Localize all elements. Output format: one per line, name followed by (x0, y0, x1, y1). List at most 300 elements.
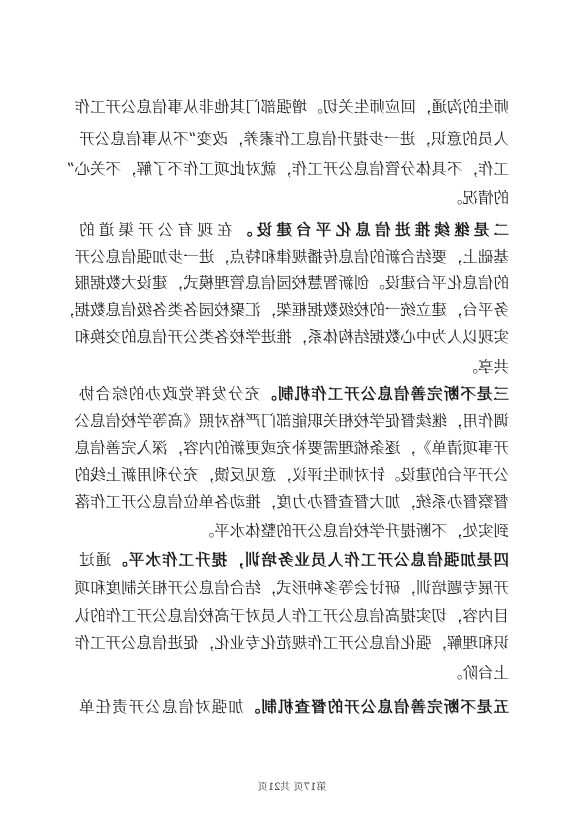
glyph: ， (446, 607, 463, 625)
glyph: 门 (245, 98, 261, 116)
glyph: 信 (178, 698, 195, 716)
text-line (74, 327, 509, 347)
glyph: 员 (311, 550, 327, 569)
glyph: 息 (136, 328, 153, 346)
glyph: 级 (136, 301, 153, 319)
glyph: 务 (277, 550, 294, 569)
text-line (74, 247, 509, 267)
glyph: 和 (260, 248, 277, 266)
glyph: 实 (415, 607, 432, 625)
glyph: 信 (152, 98, 168, 116)
glyph: 步 (368, 130, 384, 148)
glyph: 内 (198, 439, 215, 457)
glyph: 开 (377, 550, 393, 569)
glyph: 作 (74, 634, 91, 652)
text-line (59, 300, 509, 320)
glyph: 完 (427, 697, 443, 716)
glyph: 任 (95, 698, 112, 716)
glyph: 信 (321, 130, 338, 148)
glyph: 不 (167, 160, 184, 178)
glyph: 的 (79, 221, 95, 239)
glyph: 针 (369, 466, 385, 484)
glyph: 换 (90, 328, 106, 346)
text-line (79, 129, 509, 149)
glyph: 度 (105, 579, 122, 597)
glyph: 机 (294, 384, 311, 403)
glyph: ， (400, 579, 416, 597)
glyph: 息 (353, 607, 370, 625)
glyph: 非 (198, 98, 215, 116)
glyph: 渠 (118, 221, 135, 239)
glyph: 二 (493, 220, 509, 239)
glyph: 各 (152, 301, 168, 319)
glyph: ” (66, 160, 75, 178)
glyph: 分 (167, 466, 184, 484)
glyph: 继 (454, 220, 470, 239)
glyph: 于 (229, 607, 246, 625)
glyph: 《 (183, 412, 199, 430)
glyph: 加 (460, 550, 476, 569)
glyph: 是 (476, 384, 493, 403)
text-line (79, 188, 509, 208)
glyph: 其 (229, 98, 246, 116)
glyph: 级 (338, 301, 354, 319)
glyph: 数 (90, 301, 106, 319)
glyph: 合 (95, 385, 112, 403)
glyph: 息 (74, 439, 91, 457)
glyph: 强 (211, 698, 228, 716)
glyph: 对 (245, 160, 261, 178)
glyph: 评 (307, 466, 323, 484)
glyph: 息 (105, 248, 122, 266)
glyph: 作 (183, 160, 199, 178)
glyph: 播 (307, 248, 323, 266)
glyph: 培 (431, 579, 447, 597)
glyph: 结 (353, 328, 370, 346)
glyph: 开 (167, 579, 184, 597)
glyph: 基 (493, 248, 509, 266)
glyph: 开 (105, 98, 122, 116)
glyph: 。 (198, 522, 215, 540)
glyph: 设 (384, 274, 401, 292)
glyph: 水 (145, 550, 161, 569)
glyph: 部 (276, 412, 292, 430)
glyph: 解 (136, 160, 153, 178)
glyph: 校 (353, 522, 370, 540)
glyph: 务 (493, 301, 509, 319)
glyph: 格 (229, 412, 246, 430)
glyph: 不 (446, 160, 463, 178)
glyph: 上 (462, 248, 478, 266)
glyph: ， (415, 98, 432, 116)
glyph: 项 (74, 579, 91, 597)
glyph: 新 (384, 248, 401, 266)
glyph: 督 (462, 493, 478, 511)
glyph: ， (446, 522, 463, 540)
glyph: 等 (152, 412, 168, 430)
glyph: 阶 (462, 664, 478, 682)
glyph: 通 (95, 551, 112, 569)
glyph: 平 (214, 522, 230, 540)
glyph: 设 (400, 466, 416, 484)
glyph: 办 (145, 385, 161, 403)
glyph: 员 (477, 130, 494, 148)
glyph: 继 (431, 412, 447, 430)
glyph: 公 (493, 466, 509, 484)
glyph: ， (260, 493, 277, 511)
glyph: 传 (322, 248, 339, 266)
glyph: 立 (415, 301, 432, 319)
glyph: 人 (446, 328, 463, 346)
glyph: 交 (105, 328, 122, 346)
glyph: 多 (322, 579, 339, 597)
text-line (74, 97, 509, 117)
glyph: 台 (296, 220, 312, 239)
glyph: 息 (136, 634, 153, 652)
glyph: 统 (415, 493, 432, 511)
glyph: 研 (384, 579, 401, 597)
glyph: 管 (229, 274, 246, 292)
glyph: 进 (394, 220, 411, 239)
text-line (66, 159, 509, 179)
glyph: 要 (307, 439, 323, 457)
glyph: 意 (260, 466, 277, 484)
glyph: 化 (214, 634, 230, 652)
glyph: 关 (90, 160, 106, 178)
glyph: 规 (291, 634, 308, 652)
glyph: 体 (415, 160, 432, 178)
text-line (79, 357, 509, 377)
glyph: 强 (415, 634, 432, 652)
glyph: 专 (245, 634, 261, 652)
glyph: 生 (477, 98, 494, 116)
glyph: 公 (94, 130, 111, 148)
glyph: 作 (291, 607, 308, 625)
text-line (79, 663, 509, 683)
glyph: 据 (369, 328, 385, 346)
glyph: 断 (415, 522, 432, 540)
glyph: 督 (353, 493, 370, 511)
glyph: ， (415, 130, 431, 148)
glyph: 息 (152, 493, 168, 511)
glyph: 框 (291, 301, 308, 319)
glyph: 公 (338, 160, 354, 178)
glyph: 作 (105, 607, 122, 625)
glyph: 五 (493, 697, 509, 716)
glyph: 通 (431, 98, 447, 116)
glyph: 查 (294, 697, 311, 716)
glyph: 校 (198, 607, 215, 625)
glyph: 一 (384, 301, 401, 319)
glyph: 高 (214, 607, 230, 625)
glyph: 生 (353, 98, 370, 116)
glyph: 信 (375, 220, 391, 239)
glyph: 公 (360, 384, 377, 403)
text-line (74, 606, 509, 626)
glyph: 关 (136, 579, 153, 597)
glyph: 息 (410, 550, 427, 569)
glyph: ， (276, 466, 292, 484)
glyph: 补 (291, 439, 308, 457)
glyph: 升 (195, 550, 211, 569)
glyph: 不 (431, 522, 447, 540)
glyph: 项 (462, 439, 478, 457)
glyph: 化 (400, 634, 416, 652)
glyph: 讨 (369, 579, 385, 597)
glyph: 校 (353, 301, 370, 319)
glyph: 信 (394, 384, 410, 403)
glyph: 作 (307, 634, 323, 652)
glyph: 开 (493, 439, 509, 457)
glyph: 学 (136, 412, 153, 430)
glyph: 责 (112, 698, 128, 716)
glyph: 从 (157, 130, 173, 148)
glyph: 业 (229, 634, 246, 652)
glyph: 公 (360, 697, 377, 716)
glyph: 管 (384, 160, 401, 178)
glyph: 用 (136, 466, 153, 484)
glyph: 息 (90, 412, 106, 430)
glyph: 信 (384, 634, 401, 652)
glyph: 严 (245, 412, 261, 430)
glyph: 公 (307, 522, 323, 540)
glyph: 对 (214, 412, 230, 430)
glyph: 息 (377, 697, 393, 716)
glyph: 充 (183, 466, 199, 484)
glyph: 的 (369, 301, 385, 319)
glyph: 就 (260, 160, 277, 178)
glyph: 校 (229, 328, 246, 346)
glyph: 协 (79, 385, 95, 403)
glyph: 内 (477, 607, 494, 625)
glyph: ， (400, 493, 416, 511)
glyph: 强 (276, 98, 292, 116)
glyph: 有 (177, 221, 194, 239)
glyph: 园 (198, 301, 215, 319)
text-line (74, 411, 509, 431)
glyph: 系 (307, 328, 323, 346)
text-line (79, 220, 509, 240)
glyph: 结 (415, 248, 432, 266)
glyph: 。 (244, 697, 261, 716)
glyph: 结 (245, 579, 261, 597)
glyph: 公 (183, 328, 199, 346)
glyph: 建 (276, 220, 292, 239)
glyph: 推 (414, 220, 431, 239)
glyph: 单 (79, 698, 95, 716)
glyph: ， (446, 248, 463, 266)
glyph: 工 (105, 493, 122, 511)
glyph: 步 (167, 248, 184, 266)
glyph: 反 (229, 466, 246, 484)
glyph: 生 (322, 466, 339, 484)
glyph: 形 (291, 579, 308, 597)
glyph: 政 (161, 385, 178, 403)
glyph: 享 (477, 358, 494, 376)
glyph: 公 (183, 579, 199, 597)
glyph: 人 (493, 130, 509, 148)
glyph: 不 (460, 697, 476, 716)
glyph: ， (214, 248, 230, 266)
glyph: 学 (369, 412, 385, 430)
glyph: 提 (400, 607, 416, 625)
glyph: 的 (369, 248, 385, 266)
glyph: 公 (90, 248, 106, 266)
glyph: 容 (183, 439, 199, 457)
glyph: 。 (446, 664, 463, 682)
glyph: 分 (400, 160, 416, 178)
glyph: 加 (384, 493, 401, 511)
glyph: 机 (277, 697, 294, 716)
glyph: 等 (338, 579, 354, 597)
glyph: ， (462, 160, 478, 178)
glyph: 调 (493, 412, 509, 430)
glyph: 公 (145, 698, 161, 716)
glyph: 动 (229, 493, 246, 511)
glyph: 建 (431, 301, 447, 319)
glyph: 为 (431, 328, 447, 346)
glyph: 强 (443, 550, 460, 569)
glyph: 进 (399, 130, 416, 148)
glyph: 息 (338, 248, 354, 266)
glyph: 情 (477, 189, 494, 207)
glyph: 信 (90, 439, 106, 457)
glyph: 开 (322, 607, 339, 625)
glyph: 是 (476, 550, 493, 569)
glyph: 门 (260, 412, 277, 430)
glyph: 建 (415, 466, 432, 484)
glyph: ， (446, 301, 463, 319)
glyph: 提 (211, 550, 228, 569)
glyph: 开 (79, 130, 95, 148)
glyph: 信 (183, 607, 199, 625)
glyph: 提 (352, 130, 369, 148)
glyph: 不 (460, 384, 476, 403)
glyph: 的 (90, 607, 106, 625)
glyph: 条 (369, 439, 385, 457)
glyph: 落 (74, 493, 91, 511)
glyph: 工 (178, 550, 195, 569)
glyph: 完 (427, 384, 443, 403)
glyph: “ (188, 130, 197, 148)
glyph: ， (227, 130, 244, 148)
glyph: 类 (167, 301, 184, 319)
glyph: 以 (462, 328, 478, 346)
glyph: 的 (128, 385, 145, 403)
glyph: ， (198, 466, 215, 484)
glyph: 工 (493, 160, 509, 178)
glyph: 开 (105, 634, 122, 652)
glyph: 道 (98, 221, 115, 239)
glyph: 开 (74, 248, 91, 266)
glyph: 一 (384, 130, 400, 148)
glyph: 开 (136, 607, 153, 625)
glyph: 升 (384, 522, 401, 540)
glyph: 作 (344, 550, 360, 569)
glyph: 理 (214, 274, 230, 292)
glyph: 信 (105, 412, 122, 430)
glyph: 心 (400, 328, 416, 346)
glyph: 新 (338, 274, 354, 292)
glyph: 开 (128, 698, 145, 716)
glyph: 督 (493, 493, 509, 511)
glyph: 职 (307, 412, 323, 430)
glyph: 律 (276, 248, 292, 266)
glyph: 开 (493, 579, 509, 597)
glyph: 此 (229, 160, 246, 178)
glyph: 和 (90, 579, 106, 597)
glyph: 需 (322, 439, 339, 457)
glyph: 断 (443, 384, 460, 403)
glyph: 聚 (229, 301, 246, 319)
glyph: 工 (307, 160, 323, 178)
glyph: 。 (112, 550, 128, 569)
glyph: 目 (493, 607, 509, 625)
glyph: 息 (167, 607, 184, 625)
glyph: ， (167, 439, 184, 457)
glyph: 理 (462, 634, 478, 652)
glyph: 作 (74, 98, 91, 116)
glyph: 工 (307, 607, 323, 625)
glyph: 数 (105, 274, 122, 292)
glyph: 合 (229, 579, 246, 597)
glyph: ， (167, 274, 184, 292)
glyph: 变 (196, 130, 213, 148)
glyph: ， (260, 579, 277, 597)
glyph: 况 (462, 189, 478, 207)
glyph: 信 (167, 493, 184, 511)
glyph: 回 (400, 98, 416, 116)
glyph: ， (276, 160, 292, 178)
glyph: 分 (228, 385, 244, 403)
glyph: 更 (245, 439, 261, 457)
glyph: 是 (476, 697, 493, 716)
glyph: 工 (290, 130, 306, 148)
glyph: 整 (260, 522, 277, 540)
glyph: 切 (322, 98, 339, 116)
glyph: 逐 (384, 439, 401, 457)
glyph: 不 (105, 160, 122, 178)
glyph: 的 (327, 697, 344, 716)
glyph: 的 (493, 189, 509, 207)
glyph: 提 (400, 522, 416, 540)
glyph: 台 (462, 301, 478, 319)
glyph: ， (59, 301, 75, 319)
glyph: 设 (136, 274, 153, 292)
glyph: 的 (462, 98, 478, 116)
text-line (74, 438, 509, 458)
glyph: 校 (291, 274, 308, 292)
glyph: 训 (415, 579, 432, 597)
glyph: 础 (477, 248, 494, 266)
glyph: 高 (384, 607, 401, 625)
glyph: 和 (74, 328, 91, 346)
glyph: 建 (152, 274, 168, 292)
glyph: 模 (198, 274, 215, 292)
glyph: 师 (369, 98, 385, 116)
glyph: 新 (229, 439, 246, 457)
glyph: 展 (477, 579, 494, 597)
text-line (79, 384, 509, 404)
glyph: 息 (110, 130, 126, 148)
glyph: 平 (128, 550, 145, 569)
glyph: 议 (291, 466, 308, 484)
glyph: 息 (462, 274, 478, 292)
glyph: 意 (446, 130, 463, 148)
glyph: 公 (158, 221, 174, 239)
glyph: 了 (152, 160, 168, 178)
glyph: 特 (245, 248, 261, 266)
